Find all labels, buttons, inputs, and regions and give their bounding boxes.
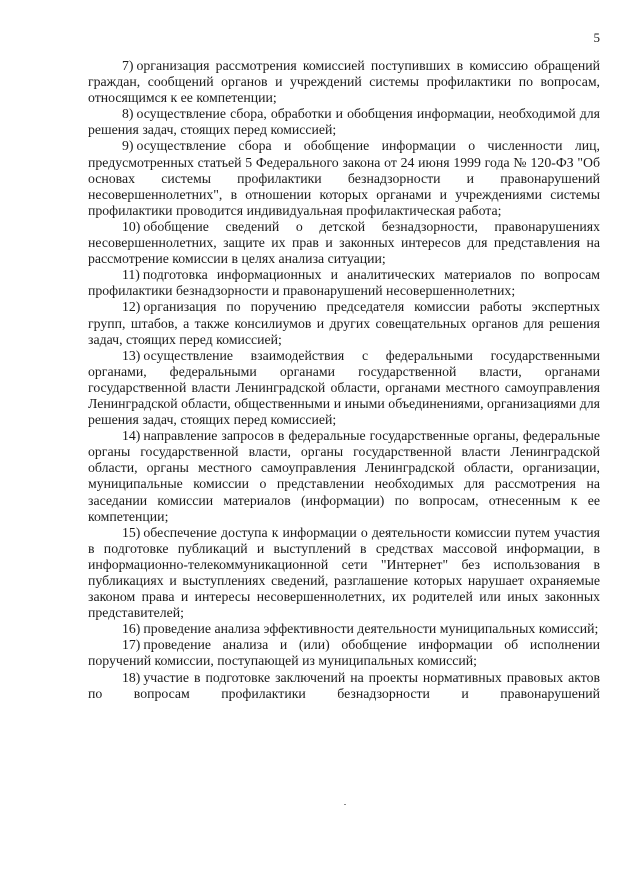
item-text: организация по поручению председателя комиссии работы экспертных групп, штабов, а также консилиумов и других совещательных органов для решения задач, стоящих перед комиссией;	[88, 299, 600, 347]
list-item-7	[88, 58, 600, 106]
item-text: направление запросов в федеральные государственные органы, федеральные органы государственной власти, органы государственной власти Ленинградской области, органы местного самоуправления Ленинградской области, организации, муниципальные комиссии о представлении необходимых для рассмотрения на заседании комиссии материалов (информации) по вопросам, отнесенным к ее компетенции;	[88, 428, 600, 524]
page-number: 5	[593, 30, 600, 45]
list-item-10	[88, 219, 600, 267]
item-text: участие в подготовке заключений на проекты нормативных правовых актов по вопросам профилактики безнадзорности и правонарушений	[88, 669, 600, 701]
item-text: организация рассмотрения комиссией поступивших в комиссию обращений граждан, сообщений органов и учреждений системы профилактики по вопросам, относящимся к ее компетенции;	[88, 58, 600, 106]
list-item-16	[88, 621, 600, 637]
item-number: 9)	[122, 138, 134, 154]
item-text: осуществление сбора, обработки и обобщения информации, необходимой для решения задач, стоящих перед комиссией;	[88, 106, 600, 138]
item-number: 10)	[122, 218, 141, 234]
item-number: 18)	[122, 669, 141, 685]
list-item-15	[88, 525, 600, 622]
item-number: 11)	[122, 267, 140, 283]
list-item-14	[88, 428, 600, 525]
item-text: осуществление взаимодействия с федеральными государственными органами, федеральными органами государственной власти, органами государственной власти Ленинградской области, органами местного самоуправления Ленинградской области, общественными и иными объединениями, организациями для решения задач, стоящих перед комиссией;	[88, 347, 600, 428]
item-text: осуществление сбора и обобщение информации о численности лиц, предусмотренных статьей 5 Федерального закона от 24 июня 1999 года № 120-ФЗ "Об основах системы профилактики безнадзорности и правонарушений несовершеннолетних", в отношении которых органами и учреждениями системы профилактики проводится индивидуальная профилактическая работа;	[88, 138, 600, 218]
item-number: 7)	[122, 58, 134, 73]
item-number: 15)	[122, 524, 141, 540]
item-text: проведение анализа и (или) обобщение информации об исполнении поручений комиссии, поступающей из муниципальных комиссий;	[88, 637, 600, 669]
item-number: 8)	[122, 106, 134, 122]
item-number: 12)	[122, 299, 141, 315]
list-item-9	[88, 138, 600, 218]
list-item-18	[88, 670, 600, 702]
scan-speck	[344, 804, 346, 805]
list-item-13	[88, 348, 600, 428]
list-item-11	[88, 267, 600, 299]
document-body	[88, 58, 600, 702]
item-text: проведение анализа эффективности деятельности муниципальных комиссий;	[143, 621, 599, 637]
item-number: 16)	[122, 621, 141, 637]
list-item-17	[88, 637, 600, 669]
list-item-12	[88, 299, 600, 347]
item-text: обобщение сведений о детской безнадзорности, правонарушениях несовершеннолетних, защите их прав и законных интересов для представления на рассмотрение комиссии в целях анализа ситуации;	[88, 218, 600, 267]
item-text: обеспечение доступа к информации о деятельности комиссии путем участия в подготовке публикаций и выступлений в средствах массовой информации, в информационно-телекоммуникационной сети "Интернет" без использования в публикациях и выступлениях сведений, разглашение которых нарушает охраняемые законом права и интересы несовершеннолетних, их родителей или иных законных представителей;	[88, 524, 600, 621]
item-number: 13)	[122, 347, 141, 363]
item-text: подготовка информационных и аналитических материалов по вопросам профилактики безнадзорности и правонарушений несовершеннолетних;	[88, 267, 600, 299]
item-number: 17)	[122, 637, 141, 653]
item-number: 14)	[122, 428, 141, 444]
list-item-8	[88, 106, 600, 138]
